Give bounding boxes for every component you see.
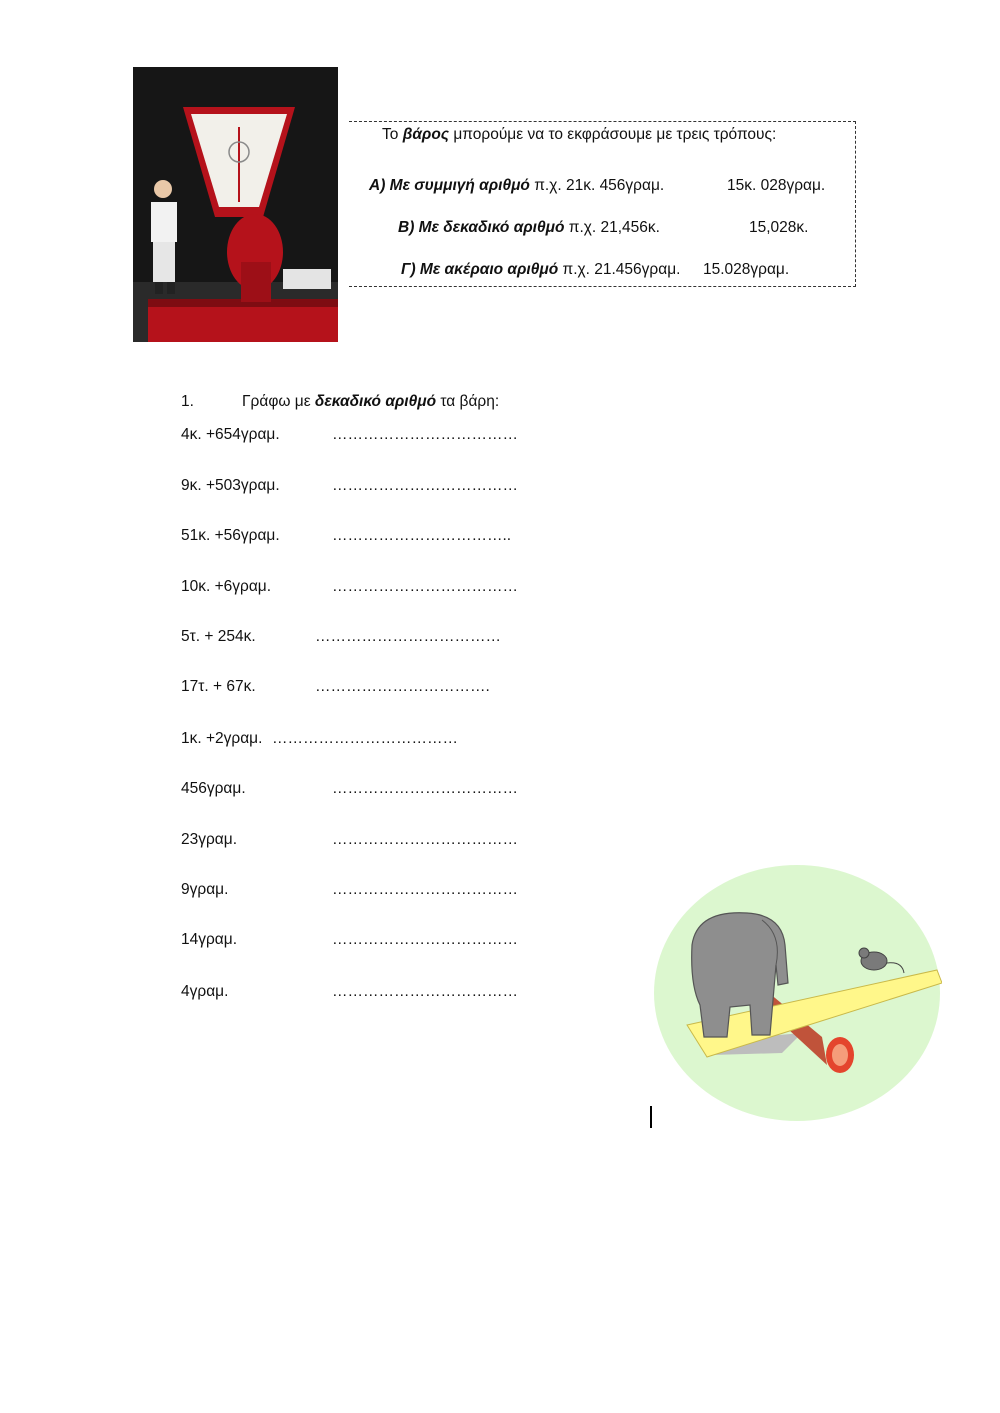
line-b-example: π.χ. 21,456κ. (564, 219, 660, 236)
answer-blank[interactable]: ……………………………… (332, 426, 518, 443)
answer-blank[interactable]: …………………………….. (332, 527, 512, 544)
exercise-label: 456γραμ. (181, 780, 246, 797)
exercise-label: 9γραμ. (181, 881, 229, 898)
elephant-mouse-seesaw-illustration (652, 865, 942, 1125)
line-b-label: Β) Με δεκαδικό αριθμό (398, 219, 565, 236)
exercise-label: 14γραμ. (181, 931, 238, 948)
kitchen-scale-photo (133, 67, 338, 342)
exercise-label: 51κ. +56γραμ. (181, 527, 280, 544)
task-heading (181, 393, 500, 411)
answer-blank[interactable]: ……………………………… (315, 628, 501, 645)
answer-blank[interactable]: ……………………………… (332, 578, 518, 595)
line-a-example: π.χ. 21κ. 456γραμ. (529, 177, 665, 194)
answer-blank[interactable]: ……………………………… (332, 983, 518, 1000)
exercise-label: 4γραμ. (181, 983, 229, 1000)
answer-blank[interactable]: ……………………………. (315, 678, 490, 695)
intro-bold: βάρος (402, 126, 450, 143)
intro-prefix: Το (382, 126, 403, 143)
task-suffix: τα βάρη: (436, 393, 500, 410)
info-line-a (369, 177, 664, 195)
exercise-label: 1κ. +2γραμ. (181, 730, 263, 747)
task-bold: δεκαδικό αριθμό (314, 393, 437, 410)
line-c-label: Γ) Με ακέραιο αριθμό (401, 261, 559, 278)
exercise-label: 10κ. +6γραμ. (181, 578, 272, 595)
task-prefix: Γράφω με (242, 393, 315, 410)
answer-blank[interactable]: ……………………………… (332, 477, 518, 494)
answer-blank[interactable]: ……………………………… (332, 881, 518, 898)
task-number: 1. (181, 393, 194, 410)
exercise-label: 23γραμ. (181, 831, 238, 848)
text-cursor (650, 1106, 652, 1128)
line-a-example2: 15κ. 028γραμ. (727, 177, 826, 194)
exercise-label: 5τ. + 254κ. (181, 628, 256, 645)
task-text (242, 393, 499, 411)
answer-blank[interactable]: ……………………………… (332, 931, 518, 948)
info-intro (382, 126, 776, 144)
answer-blank[interactable]: ……………………………… (332, 780, 518, 797)
line-c-example2: 15.028γραμ. (703, 261, 790, 278)
info-line-b (398, 219, 660, 237)
answer-blank[interactable]: ……………………………… (332, 831, 518, 848)
exercise-label: 4κ. +654γραμ. (181, 426, 280, 443)
line-b-example2: 15,028κ. (749, 219, 809, 236)
info-line-c (401, 261, 680, 279)
answer-blank[interactable]: ……………………………… (272, 730, 458, 747)
weight-info-box (349, 121, 856, 287)
exercise-label: 17τ. + 67κ. (181, 678, 256, 695)
line-c-example: π.χ. 21.456γραμ. (558, 261, 681, 278)
intro-suffix: μπορούμε να το εκφράσουμε με τρεις τρόπους: (449, 126, 777, 143)
line-a-label: Α) Με συμμιγή αριθμό (369, 177, 530, 194)
exercise-label: 9κ. +503γραμ. (181, 477, 280, 494)
